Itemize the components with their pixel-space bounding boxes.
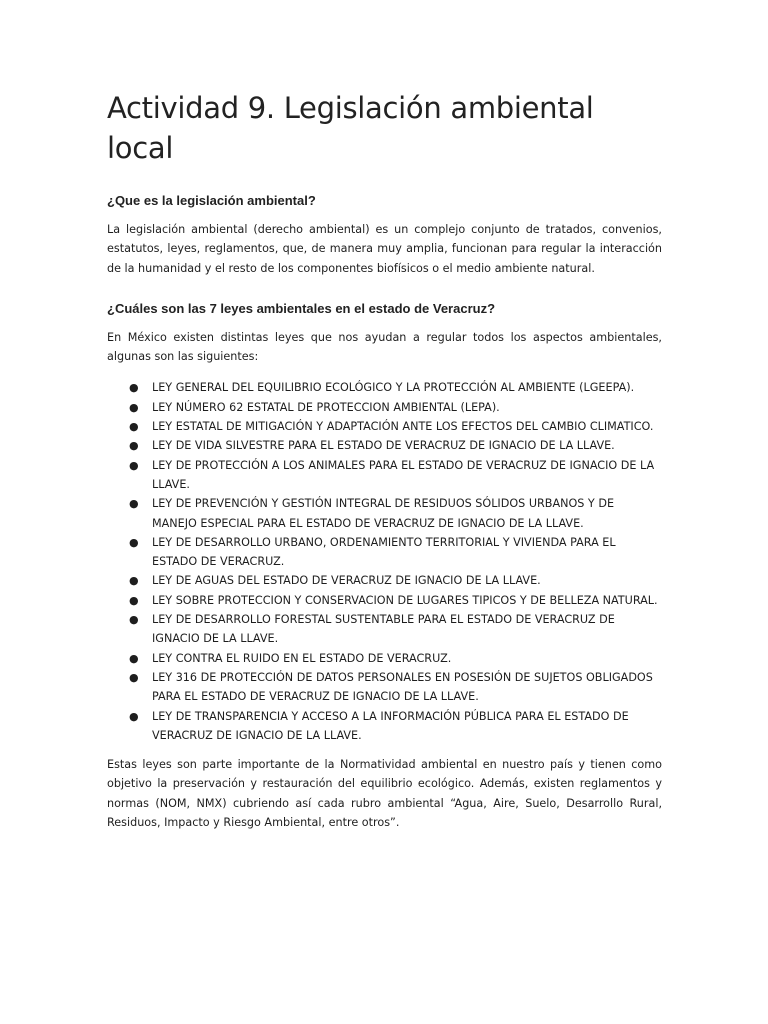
law-text: LEY 316 DE PROTECCIÓN DE DATOS PERSONALES EN POSESIÓN DE SUJETOS OBLIGADOS PARA EL ESTADO DE VERACRUZ DE IGNACIO DE LA LLAVE. bbox=[152, 670, 653, 704]
section-heading-leyes: ¿Cuáles son las 7 leyes ambientales en el estado de Veracruz? bbox=[107, 300, 496, 316]
law-text: LEY CONTRA EL RUIDO EN EL ESTADO DE VERACRUZ. bbox=[152, 651, 452, 665]
bullet-icon: ● bbox=[129, 497, 139, 511]
law-text: LEY GENERAL DEL EQUILIBRIO ECOLÓGICO Y LA PROTECCIÓN AL AMBIENTE (LGEEPA). bbox=[152, 381, 635, 395]
bullet-icon: ● bbox=[129, 420, 139, 434]
law-text: LEY DE DESARROLLO FORESTAL SUSTENTABLE PARA EL ESTADO DE VERACRUZ DE IGNACIO DE LA LLAVE. bbox=[152, 613, 615, 646]
list-item bbox=[107, 378, 662, 397]
law-text: LEY ESTATAL DE MITIGACIÓN Y ADAPTACIÓN ANTE LOS EFECTOS DEL CAMBIO CLIMATICO. bbox=[152, 420, 654, 434]
list-item bbox=[107, 668, 662, 707]
bullet-icon: ● bbox=[129, 670, 139, 684]
list-item bbox=[107, 436, 662, 455]
bullet-icon: ● bbox=[129, 381, 139, 395]
section-paragraph-closing: Estas leyes son parte importante de la Normatividad ambiental en nuestro país y tienen como objetivo la preservación y restauración del equilibrio ecológico. Además, existen reglamentos y normas (NOM, NMX) cubriendo así cada rubro ambiental “Agua, Aire, Suelo, Desarrollo Rural, Residuos, Impacto y Riesgo Ambiental, entre otros”. bbox=[107, 758, 662, 830]
laws-list bbox=[107, 378, 662, 745]
bullet-icon: ● bbox=[129, 439, 139, 453]
list-item bbox=[107, 533, 662, 572]
law-text: LEY DE VIDA SILVESTRE PARA EL ESTADO DE VERACRUZ DE IGNACIO DE LA LLAVE. bbox=[152, 439, 615, 453]
list-item bbox=[107, 610, 662, 649]
page-title: Actividad 9. Legislación ambiental local bbox=[107, 91, 594, 165]
bullet-icon: ● bbox=[129, 458, 139, 472]
law-text: LEY DE TRANSPARENCIA Y ACCESO A LA INFORMACIÓN PÚBLICA PARA EL ESTADO DE VERACRUZ DE IGNACIO DE LA LLAVE. bbox=[152, 709, 629, 742]
list-item bbox=[107, 707, 662, 746]
bullet-icon: ● bbox=[129, 709, 139, 723]
list-item bbox=[107, 417, 662, 436]
law-text: LEY NÚMERO 62 ESTATAL DE PROTECCION AMBIENTAL (LEPA). bbox=[152, 400, 500, 414]
section-heading-legislacion: ¿Que es la legislación ambiental? bbox=[107, 193, 316, 208]
bullet-icon: ● bbox=[129, 593, 139, 607]
bullet-icon: ● bbox=[129, 651, 139, 665]
list-item bbox=[107, 571, 662, 590]
list-item bbox=[107, 494, 662, 533]
list-item bbox=[107, 398, 662, 417]
bullet-icon: ● bbox=[129, 613, 139, 627]
list-item bbox=[107, 591, 662, 610]
bullet-icon: ● bbox=[129, 574, 139, 588]
law-text: LEY SOBRE PROTECCION Y CONSERVACION DE LUGARES TIPICOS Y DE BELLEZA NATURAL. bbox=[152, 593, 658, 607]
law-text: LEY DE DESARROLLO URBANO, ORDENAMIENTO TERRITORIAL Y VIVIENDA PARA EL ESTADO DE VERACRUZ. bbox=[152, 535, 616, 569]
list-item bbox=[107, 649, 662, 668]
list-item bbox=[107, 456, 662, 495]
section-paragraph-intro: En México existen distintas leyes que nos ayudan a regular todos los aspectos ambientales, algunas son las siguientes: bbox=[107, 330, 662, 364]
section-paragraph-definition: La legislación ambiental (derecho ambiental) es un complejo conjunto de tratados, convenios, estatutos, leyes, reglamentos, que, de manera muy amplia, funcionan para regular la interacción de la humanidad y el resto de los componentes biofísicos o el medio ambiente natural. bbox=[107, 223, 662, 275]
law-text: LEY DE PROTECCIÓN A LOS ANIMALES PARA EL ESTADO DE VERACRUZ DE IGNACIO DE LA LLAVE. bbox=[152, 458, 655, 491]
law-text: LEY DE PREVENCIÓN Y GESTIÓN INTEGRAL DE RESIDUOS SÓLIDOS URBANOS Y DE MANEJO ESPECIAL PARA EL ESTADO DE VERACRUZ DE IGNACIO DE LA LLAVE. bbox=[152, 497, 615, 530]
bullet-icon: ● bbox=[129, 400, 139, 414]
bullet-icon: ● bbox=[129, 535, 139, 549]
law-text: LEY DE AGUAS DEL ESTADO DE VERACRUZ DE IGNACIO DE LA LLAVE. bbox=[152, 574, 541, 588]
